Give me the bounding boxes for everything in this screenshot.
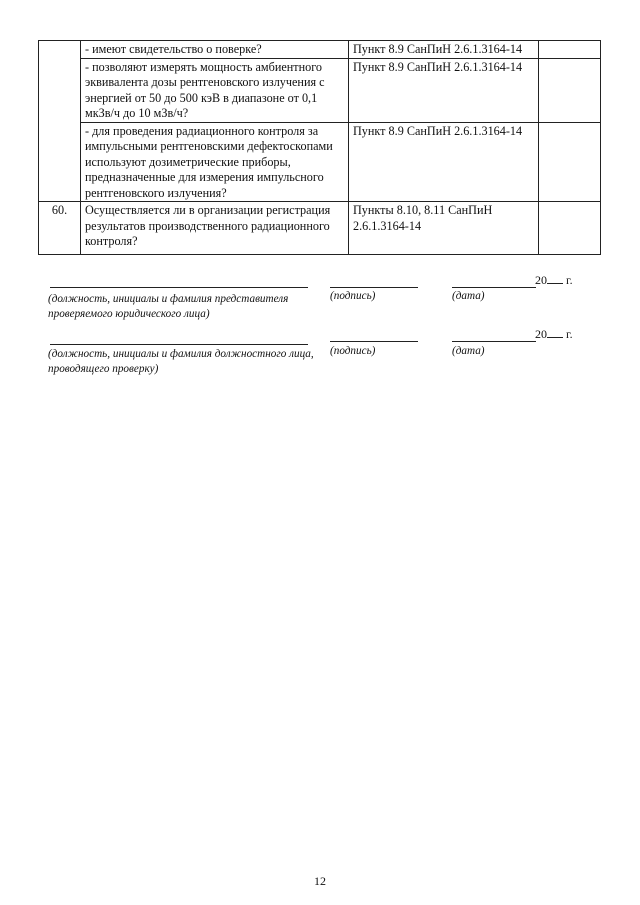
year-field: 20 г. [535, 273, 573, 287]
year-field: 20 г. [535, 327, 573, 341]
reference-cell: Пункт 8.9 СанПиН 2.6.1.3164-14 [349, 122, 539, 202]
question-cell: - позволяют измерять мощность амбиентного эквивалента дозы рентгеновского излучения с энергией от 50 до 500 кэВ в диапазоне от 0,1 мкЗв/ч до 10 мЗв/ч? [81, 58, 349, 122]
answer-cell [539, 41, 601, 59]
signature-block-inspector [38, 326, 600, 396]
checklist-table [38, 40, 601, 255]
year-blank [547, 272, 563, 284]
signature-caption: (подпись) [330, 290, 376, 302]
question-cell: - для проведения радиационного контроля за импульсными рентгеновскими дефектоскопами используют дозиметрические приборы, предназначенные для измерения импульсного рентгеновского излучения? [81, 122, 349, 202]
answer-cell [539, 122, 601, 202]
row-number-cell [39, 41, 81, 202]
table-row [39, 41, 601, 59]
question-cell: - имеют свидетельство о поверке? [81, 41, 349, 59]
answer-cell [539, 58, 601, 122]
table-row [39, 58, 601, 122]
date-caption: (дата) [452, 290, 485, 302]
signature-line [330, 287, 418, 288]
signature-line [330, 341, 418, 342]
question-cell: Осуществляется ли в организации регистрация результатов производственного радиационного контроля? [81, 202, 349, 255]
row-number-cell: 60. [39, 202, 81, 255]
role-line [50, 344, 308, 345]
reference-cell: Пункт 8.9 СанПиН 2.6.1.3164-14 [349, 58, 539, 122]
role-caption: (должность, инициалы и фамилия представителя проверяемого юридического лица) [48, 293, 289, 320]
table-row [39, 122, 601, 202]
reference-cell: Пункт 8.9 СанПиН 2.6.1.3164-14 [349, 41, 539, 59]
answer-cell [539, 202, 601, 255]
date-line [452, 287, 536, 288]
signature-caption: (подпись) [330, 345, 376, 357]
year-blank [547, 326, 563, 338]
page-number: 12 [314, 874, 326, 888]
table-row [39, 202, 601, 255]
role-line [50, 287, 308, 288]
date-line [452, 341, 536, 342]
role-caption: (должность, инициалы и фамилия должностного лица, проводящего проверку) [48, 348, 314, 375]
reference-cell: Пункты 8.10, 8.11 СанПиН 2.6.1.3164-14 [349, 202, 539, 255]
date-caption: (дата) [452, 345, 485, 357]
